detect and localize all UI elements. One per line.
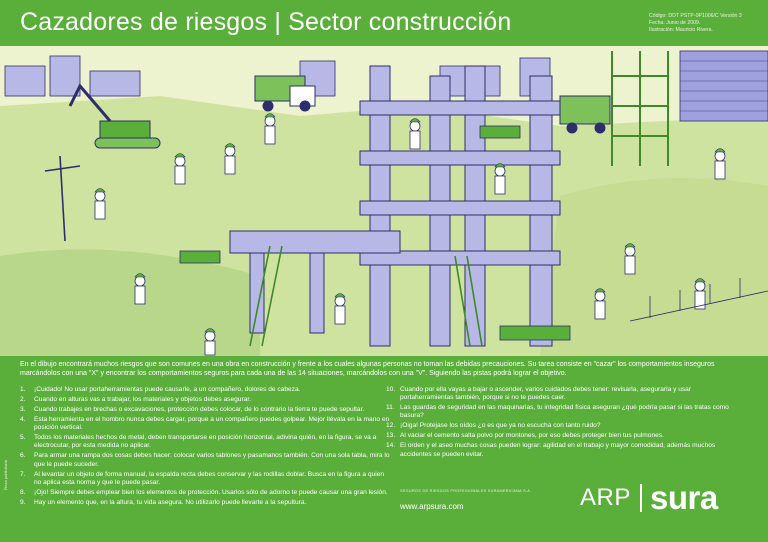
rule-text: Al vaciar el cemento salta polvo por montones, por eso debes proteger bien tus pulmones. [400,432,664,440]
rule-number: 8. [20,488,26,496]
rule-text: ¡Oiga! Protejase los oídos ¿o es que ya no escucha con tanto ruido? [400,422,601,430]
header-band [0,0,768,46]
rule-item [386,386,746,402]
rule-item [20,452,390,468]
rule-item [20,434,390,450]
rule-item [20,499,390,507]
rule-number: 4. [20,416,26,423]
side-label: Pieza publicitaria [3,460,8,491]
rule-text: Las guardas de seguridad en las maquinarias, tu integridad física aseguran ¿qué podría pasar si las tratas como basura? [400,404,729,420]
rule-number: 5. [20,434,26,442]
rule-text: Esta herramienta en el hombro nunca debes cargar, porque a un compañero puedes golpear. Mejor llévala en la mano en posición vertical. [34,416,390,432]
arp-sura-logo [580,478,750,522]
logo-sura-text: sura [650,479,718,516]
rule-number: 7. [20,470,26,478]
intro-paragraph: En el dibujo encontrará muchos riesgos que son comunes en una obra en construcción y frente a los cuales algunas personas no toman las debidas precauciones. Su tarea consiste en "cazar" los comportamientos inseguros marcándolos con una "X" y encontrar los comportamientos seguros para cada una de las 14 situaciones, marcándolos con una "V". Siguiendo las pistas podrá lograr el objetivo. [20,361,715,377]
logo-arp-text: ARP [580,484,631,511]
rule-number: 9. [20,498,26,506]
rule-text: Cuando trabajes en brechas o excavaciones, protección debes colocar, de lo contrario la tierra te puede sepultar. [34,406,365,413]
rule-text: Al levantar un objeto de forma manual, la espalda recta debes conservar y las rodillas doblar. Busca en la figura a quien no aplica esta norma y que le puede pasar. [34,470,385,486]
meta-code: Código: DDT PSTP-0P1006/C Versión 3 [649,13,742,19]
rule-number: 10. [386,386,396,393]
rule-number: 1. [20,386,26,393]
construction-illustration [0,46,768,356]
rules-list-left [20,386,390,509]
rule-item [20,386,390,394]
rule-text: Hay un elemento que, en la altura, tu vida asegura. No utilizarlo puede llevarte a la sepultura. [34,498,307,506]
rule-item [20,471,390,487]
rule-number: 11. [386,404,395,412]
rules-list-right [386,386,746,461]
rule-text: Para armar una rampa dos cosas debes hacer: colocar varios tablones y pasamanos también. Con una sola tabla, mira lo que le puede suceder. [34,452,390,468]
rule-number: 14. [386,442,396,450]
rule-text: ¡Cuidado! No usar portaherramientas puede causarle, a un compañero, dolores de cabeza. [34,386,301,393]
rule-item [386,404,746,420]
rule-item [20,406,390,414]
rule-item [20,416,390,432]
rule-text: El orden y el aseo muchas cosas pueden lograr: agilidad en el trabajo y mayor comodidad, además muchos accidentes se pueden evitar. [400,442,716,458]
rule-text: Cuando por ella vayas a bajar o ascender, varios cuidados debes tener: revisarla, asegurarla y usar portaherramientas también, porque si no te puedes caer. [400,386,692,402]
rule-number: 6. [20,452,26,460]
construction-scene-svg [0,46,768,356]
rule-item [386,432,746,440]
rule-text: ¡Ojo! Siempre debes emplear bien los elementos de protección. Usarlos sólo de adorno te puede causar una gran lesión. [34,488,388,496]
rule-number: 2. [20,396,26,403]
rule-item [20,396,390,404]
website-link[interactable]: www.arpsura.com [400,502,464,511]
rule-item [386,442,746,458]
rule-item [20,489,390,497]
rule-number: 12. [386,422,396,430]
rule-text: Todos los materiales hechos de metal, deben transportarse en posición horizontal, adivina quién, en la figura, se va a electrocutar, por esta medida no aplicar. [34,434,377,450]
page-title: Cazadores de riesgos | Sector construcción [20,8,512,36]
rule-text: Cuando en alturas vas a trabajar, los materiales y objetos debes asegurar. [34,396,251,403]
document-meta [649,13,764,34]
rule-number: 13. [386,432,396,440]
logo-divider [640,484,642,512]
rule-item [386,422,746,430]
meta-illustrator: Ilustración: Mauricio Rivera. [649,27,714,33]
meta-date: Fecha: Junio de 2009. [649,20,701,26]
company-footnote: SEGUROS DE RIESGOS PROFESIONALES SURAMERICANA S.A. [400,489,532,493]
rule-number: 3. [20,406,26,413]
